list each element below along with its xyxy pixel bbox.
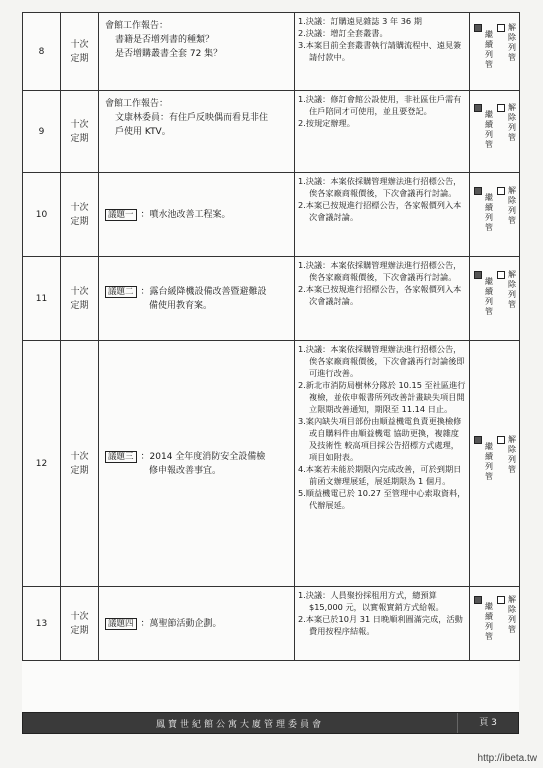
page-footer (22, 712, 519, 734)
meeting-type-line: 十次 (70, 119, 89, 130)
continue-label: 繼續列管 (485, 192, 493, 232)
tracking-table (22, 12, 520, 661)
continue-checkbox[interactable] (474, 596, 482, 604)
resolution-item: 1.決議：修訂會館公設使用，非社區住戶需有住戶陪同才可使用，並且要登記。 (298, 94, 462, 116)
topic-line: 文康林委員：有住戶反映偶而看見非住 (115, 113, 269, 123)
resolution-item: 1.決議：本案依採購管理辦法進行招標公告，俟各家廠商報價後，下次會議再行討論後即可進行改善。 (298, 344, 465, 378)
meeting-type-line: 十次 (70, 202, 89, 213)
issue-line (105, 450, 291, 464)
footer-org-name: 鳳寶世紀館公寓大廈管理委員會 (155, 719, 324, 730)
resolution-item: 2.新北市消防局樹林分隊於 10.15 至社區進行複檢，並依申報書所列改善計畫缺失項目開立限期改善通知，期限至 11.14 日止。 (298, 380, 466, 414)
tracking-status-cell (470, 13, 520, 91)
meeting-type-line: 十次 (70, 451, 89, 462)
tracking-status-options (470, 271, 520, 327)
continue-label: 繼續列管 (485, 276, 493, 316)
resolution-item: 1.決議：本案依採購管理辦法進行招標公告，俟各家廠商報價後，下次會議再行討論。 (298, 176, 462, 198)
tracking-status-cell (470, 91, 520, 173)
issue-text: 修申報改善事宜。 (149, 465, 222, 476)
release-label: 解除列管 (508, 594, 516, 634)
tracking-status-options (470, 104, 520, 160)
issue-text: 備使用教育案。 (149, 300, 213, 311)
issue-line (105, 208, 291, 222)
meeting-type-line: 定期 (70, 216, 89, 227)
meeting-type-line: 定期 (70, 465, 89, 476)
release-checkbox[interactable] (497, 271, 505, 279)
resolution-cell (295, 257, 470, 341)
resolution-item: 1.決議：人員聚扮採租用方式，總預算$15,000 元，以實報實銷方式給報。 (298, 590, 444, 612)
topic-cell (99, 13, 295, 91)
row-number: 10 (23, 173, 61, 257)
continue-checkbox[interactable] (474, 24, 482, 32)
topic-line: 書籍是否增列書的種類？ (115, 35, 215, 45)
release-label: 解除列管 (508, 102, 516, 142)
tracking-status-cell (470, 173, 520, 257)
release-checkbox[interactable] (497, 436, 505, 444)
meeting-type (61, 91, 99, 173)
resolution-item: 1.決議：訂購遠見雜誌 3 年 36 期 (298, 16, 422, 26)
meeting-type-line: 定期 (70, 133, 89, 144)
meeting-type-line: 定期 (70, 625, 89, 636)
meeting-type (61, 13, 99, 91)
meeting-type-line: 定期 (70, 300, 89, 311)
table-row (23, 587, 520, 661)
meeting-type (61, 341, 99, 587)
resolution-cell (295, 587, 470, 661)
release-label: 解除列管 (508, 269, 516, 309)
release-checkbox[interactable] (497, 596, 505, 604)
meeting-type (61, 587, 99, 661)
continue-label: 繼續列管 (485, 601, 493, 641)
topic-cell (99, 341, 295, 587)
release-label: 解除列管 (508, 22, 516, 62)
row-number: 12 (23, 341, 61, 587)
issue-tag: 議題三 (105, 451, 137, 463)
release-checkbox[interactable] (497, 24, 505, 32)
topic-cell (99, 173, 295, 257)
issue-line (105, 464, 291, 478)
tracking-status-options (470, 436, 520, 492)
row-number: 9 (23, 91, 61, 173)
continue-checkbox[interactable] (474, 104, 482, 112)
tracking-status-options (470, 24, 520, 80)
continue-checkbox[interactable] (474, 187, 482, 195)
resolution-item: 1.決議：本案依採購管理辦法進行招標公告，俟各家廠商報價後，下次會議再行討論。 (298, 260, 462, 282)
meeting-type-line: 十次 (70, 611, 89, 622)
resolution-cell (295, 91, 470, 173)
issue-text: ：噴水池改善工程案。 (140, 209, 231, 220)
topic-cell (99, 587, 295, 661)
table-row (23, 173, 520, 257)
continue-checkbox[interactable] (474, 271, 482, 279)
topic-line: 戶使用 KTV。 (115, 127, 171, 137)
tracking-status-options (470, 187, 520, 243)
topic-cell (99, 257, 295, 341)
tracking-status-cell (470, 341, 520, 587)
table-row (23, 91, 520, 173)
issue-tag: 議題一 (105, 209, 137, 221)
resolution-cell (295, 13, 470, 91)
meeting-type-line: 十次 (70, 39, 89, 50)
issue-line (105, 299, 291, 313)
table-row (23, 257, 520, 341)
table-row (23, 341, 520, 587)
issue-text: ：露台緩降機設備改善暨避難設 (140, 286, 267, 297)
resolution-item: 3.案內缺失項目部份由順益機電負責更換檢修或自購料件由順益機電 協助更換，複雜度及技術性 較高項目採公告招標方式處理，項目如附表。 (298, 416, 462, 462)
meeting-type (61, 173, 99, 257)
site-watermark: http://ibeta.tw (477, 753, 537, 764)
resolution-item: 5.順益機電已於 10.27 至管理中心索取資料，代辦展延。 (298, 488, 466, 510)
meeting-type (61, 257, 99, 341)
continue-label: 繼續列管 (485, 109, 493, 149)
topic-line: 會館工作報告： (105, 99, 169, 109)
resolution-item: 2.本案已按規進行招標公告，各家報價列入本次會議討論。 (298, 284, 462, 306)
issue-line (105, 285, 291, 299)
resolution-cell (295, 173, 470, 257)
release-label: 解除列管 (508, 185, 516, 225)
continue-label: 繼續列管 (485, 29, 493, 69)
tracking-status-cell (470, 587, 520, 661)
resolution-cell (295, 341, 470, 587)
resolution-item: 2.決議：增訂全套叢書。 (298, 28, 388, 38)
issue-text: ：萬聖節活動企劃。 (140, 618, 222, 629)
meeting-type-line: 定期 (70, 53, 89, 64)
row-number: 13 (23, 587, 61, 661)
meeting-minutes-page (22, 12, 519, 712)
topic-line: 會館工作報告： (105, 21, 169, 31)
continue-label: 繼續列管 (485, 441, 493, 481)
resolution-item: 4.本案若未能於期限內完成改善，可於到期日前函文辦理展延，展延期限為 1 個月。 (298, 464, 462, 486)
release-checkbox[interactable] (497, 187, 505, 195)
row-number: 8 (23, 13, 61, 91)
resolution-item: 2.按規定辦理。 (298, 118, 355, 128)
continue-checkbox[interactable] (474, 436, 482, 444)
table-row (23, 13, 520, 91)
tracking-status-options (470, 596, 520, 652)
tracking-status-cell (470, 257, 520, 341)
issue-line (105, 617, 291, 631)
topic-line: 是否增購叢書全套 72 集？ (115, 49, 223, 59)
issue-tag: 議題四 (105, 618, 137, 630)
resolution-item: 2.本案已於10月 31 日晚順利圓滿完成，活動費用按程序結報。 (298, 614, 463, 636)
release-checkbox[interactable] (497, 104, 505, 112)
footer-page-number: 頁 3 (457, 713, 518, 733)
issue-text: ：2014 全年度消防安全設備檢 (140, 451, 266, 462)
resolution-item: 3.本案目前全套叢書執行請購流程中、遠見簽請付款中。 (298, 40, 462, 62)
release-label: 解除列管 (508, 434, 516, 474)
meeting-type-line: 十次 (70, 286, 89, 297)
issue-tag: 議題二 (105, 286, 137, 298)
resolution-item: 2.本案已按規進行招標公告，各家報價列入本次會議討論。 (298, 200, 462, 222)
topic-cell (99, 91, 295, 173)
row-number: 11 (23, 257, 61, 341)
